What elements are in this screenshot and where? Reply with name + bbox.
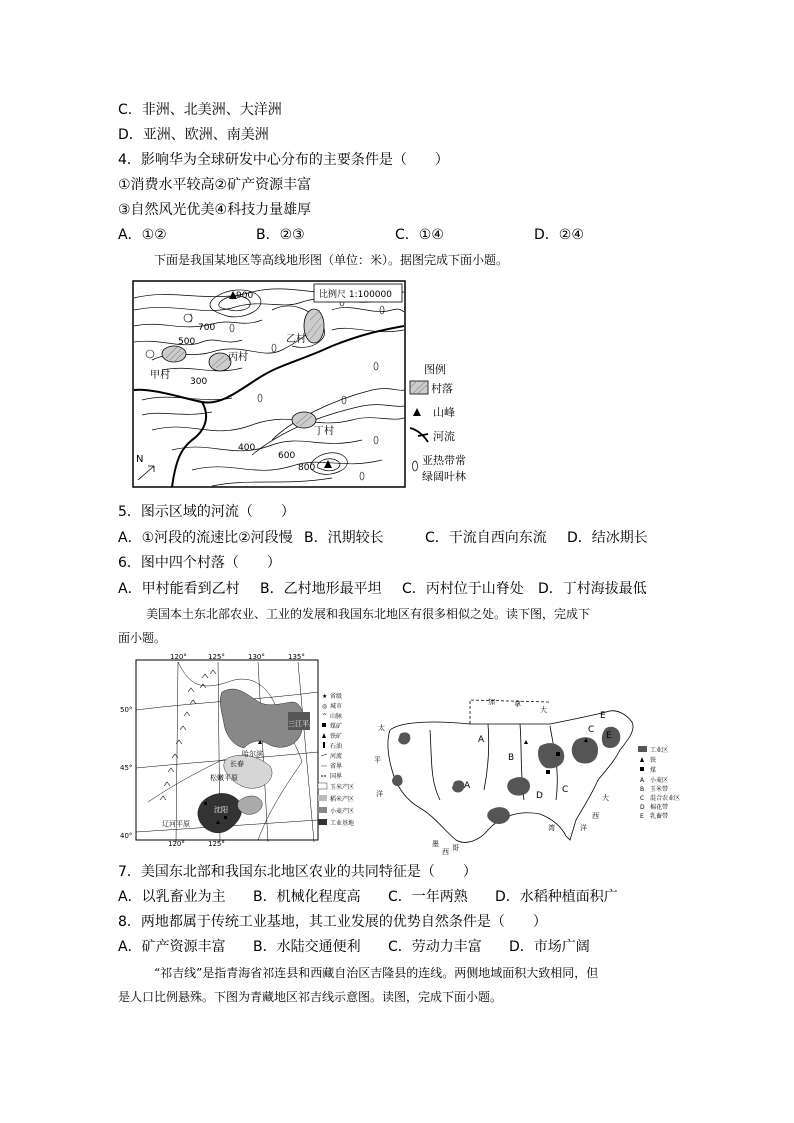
q4-option-b: B．②③: [256, 227, 305, 243]
legend-item: 山脉: [330, 713, 343, 720]
svg-text:E: E: [606, 731, 612, 741]
contour-label: 500: [178, 337, 196, 347]
q7-option-d: D．水稻种植面积广: [495, 889, 618, 905]
q5-option-a: A．①河段的流速比②河段慢: [118, 530, 293, 546]
legend-title: 图例: [424, 363, 446, 376]
q6-stem: 6．图中四个村落（ ）: [118, 555, 281, 571]
place-label: 三江平原: [288, 720, 316, 728]
svg-text:A: A: [478, 735, 485, 745]
map-label: 西: [592, 812, 599, 820]
legend-river: 河流: [433, 430, 455, 443]
q7-option-c: C．一年两熟: [388, 889, 468, 905]
village-label: 乙村: [286, 334, 306, 345]
legend-item: 玉米产区: [330, 784, 355, 791]
rice-swatch-icon: [318, 795, 327, 801]
legend-item: 铁: [650, 757, 657, 764]
legend-item: 省界: [330, 763, 343, 770]
q5-option-d: D．结冰期长: [567, 530, 648, 546]
legend-mountain-icon: ^: [322, 713, 328, 720]
oil-icon: [323, 742, 325, 748]
scale-label: 比例尺 1:100000: [319, 290, 392, 300]
lon-label: 135°: [288, 653, 305, 661]
q6-option-c: C．丙村位于山脊处: [402, 581, 524, 597]
legend-item: 煤矿: [330, 723, 343, 730]
map-label: 洋: [376, 790, 383, 798]
legend-item: 棉花带: [650, 804, 669, 811]
legend-letter: D: [640, 804, 645, 811]
industry-swatch-icon: [638, 746, 647, 752]
legend-peak: 山峰: [433, 406, 455, 419]
map-label: 洋: [580, 824, 587, 832]
legend-item: 乳畜带: [650, 813, 669, 820]
legend-item: 稻米产区: [330, 796, 355, 803]
village-label: 甲村: [150, 370, 170, 381]
q4-option-c: C．①④: [395, 227, 444, 243]
legend-item: 小麦区: [650, 777, 669, 784]
coal-icon: [322, 723, 326, 727]
intro-contour: 下面是我国某地区等高线地形图（单位：米）。据图完成下面小题。: [154, 253, 509, 267]
q6-option-a: A．甲村能看到乙村: [118, 581, 240, 597]
map-label: 湾: [548, 824, 555, 832]
iron-icon: [322, 733, 326, 738]
legend-item: 混合农业区: [650, 795, 681, 802]
peak-icon: [413, 408, 421, 416]
legend-item: 铁矿: [330, 733, 343, 740]
village-label: 丙村: [228, 352, 248, 363]
lon-label: 120°: [168, 840, 185, 848]
legend-item: 小麦产区: [330, 808, 355, 815]
wheat-swatch-icon: [318, 807, 327, 813]
lon-label: 130°: [248, 653, 265, 661]
legend-village: 村落: [431, 382, 453, 395]
q4-items-line1: ①消费水平较高②矿产资源丰富: [118, 177, 312, 193]
q4-option-a: A．①②: [118, 227, 167, 243]
map-label: 大: [540, 706, 547, 714]
contour-label: 600: [278, 451, 296, 461]
q4-stem: 4．影响华为全球研发中心分布的主要条件是（ ）: [118, 152, 449, 168]
q4-options: [118, 226, 584, 244]
svg-text:C: C: [588, 725, 595, 735]
legend-province-icon: ★: [322, 693, 328, 700]
legend-item: 石油: [330, 743, 343, 750]
iron-icon: [640, 757, 644, 762]
place-label: 辽河平原: [162, 820, 190, 828]
legend-item: 工业区: [650, 747, 669, 754]
place-label: 松嫩平原: [210, 774, 238, 782]
lat-label: 45°: [120, 764, 133, 772]
map-label: 平: [374, 756, 381, 764]
q8-option-a: A．矿产资源丰富: [118, 939, 226, 955]
map-label: 大: [602, 794, 609, 802]
intro-us-line2: 面小题。: [118, 631, 167, 645]
svg-text:B: B: [508, 753, 515, 763]
legend-letter: B: [640, 786, 645, 793]
north-label: N: [136, 454, 144, 465]
contour-label: 700: [198, 323, 216, 333]
legend-letter: C: [640, 795, 645, 802]
q3-option-d: D．亚洲、欧洲、南美洲: [118, 127, 269, 143]
contour-label: 400: [238, 443, 256, 453]
corn-swatch-icon: [318, 783, 327, 789]
map-label: 太: [378, 724, 385, 732]
river-icon: [321, 754, 327, 756]
contour-label: 900: [236, 291, 254, 301]
q8-stem: 8．两地都属于传统工业基地，其工业发展的优势自然条件是（ ）: [118, 914, 547, 930]
coal-icon: [640, 767, 644, 771]
q8-option-d: D．市场广阔: [509, 939, 590, 955]
lon-label: 125°: [208, 840, 225, 848]
q5-option-b: B．汛期较长: [304, 530, 384, 546]
svg-text:E: E: [600, 711, 606, 721]
intro-qiji-line1: “祁吉线”是指青海省祁连县和西藏自治区吉隆县的连线。两侧地域面积大致相同，但: [154, 966, 599, 980]
q7-option-b: B．机械化程度高: [253, 889, 361, 905]
industry-swatch-icon: [318, 819, 327, 825]
place-label: 沈阳: [214, 806, 228, 814]
q8-option-b: B．水陆交通便利: [253, 939, 361, 955]
q7-option-a: A．以乳畜业为主: [118, 889, 226, 905]
intro-us-line1: 美国本土东北部农业、工业的发展和我国东北地区有很多相似之处。读下图，完成下: [146, 607, 591, 621]
map-label: 拿: [514, 700, 521, 708]
legend-item: 河流: [330, 753, 343, 760]
q7-stem: 7．美国东北部和我国东北地区农业的共同特征是（ ）: [118, 864, 477, 880]
legend-item: 城市: [330, 703, 343, 710]
map-label: 加: [488, 698, 495, 706]
legend-item: 玉米带: [650, 786, 669, 793]
map-label: 墨: [432, 840, 439, 848]
intro-qiji-line2: 是人口比例悬殊。下图为青藏地区祁吉线示意图。读图，完成下面小题。: [118, 990, 503, 1004]
q7-options: [118, 888, 618, 906]
forest-icon: [413, 461, 418, 471]
legend-forest-2: 绿阔叶林: [422, 470, 466, 483]
lat-label: 50°: [120, 706, 133, 714]
svg-text:C: C: [562, 785, 569, 795]
lat-label: 40°: [120, 832, 133, 840]
q6-option-d: D．丁村海拔最低: [538, 581, 647, 597]
legend-item: 工业基地: [330, 820, 355, 827]
lon-label: 125°: [208, 653, 225, 661]
lon-label: 120°: [170, 653, 187, 661]
legend-letter: E: [640, 813, 644, 820]
map-label: 西: [442, 848, 449, 856]
q5-stem: 5．图示区域的河流（ ）: [118, 504, 295, 520]
q8-options: [118, 938, 590, 956]
legend-item: 省级: [330, 693, 343, 700]
legend-city-icon: ◎: [322, 703, 328, 710]
map-label: 哥: [452, 844, 459, 852]
legend-item: 国界: [330, 773, 343, 780]
place-label: 哈尔滨: [242, 750, 263, 758]
legend-item: 煤: [650, 767, 657, 774]
us-map: [370, 690, 681, 858]
contour-label: 300: [190, 377, 208, 387]
q3-option-c: C．非洲、北美洲、大洋洲: [118, 102, 282, 118]
q8-option-c: C．劳动力丰富: [388, 939, 482, 955]
q5-options: [118, 529, 648, 547]
village-label: 丁村: [314, 426, 334, 437]
svg-text:D: D: [536, 791, 543, 801]
q6-options: [118, 580, 647, 598]
q4-option-d: D．②④: [534, 227, 584, 243]
svg-text:A: A: [464, 781, 471, 791]
northeast-china-map: [118, 652, 364, 848]
contour-map: [132, 280, 478, 490]
q4-items-line2: ③自然风光优美④科技力量雄厚: [118, 202, 312, 218]
legend-forest-1: 亚热带常: [422, 454, 466, 467]
legend-letter: A: [640, 777, 645, 784]
contour-label: 800: [298, 463, 316, 473]
place-label: 长春: [230, 760, 244, 768]
q5-option-c: C．干流自西向东流: [425, 530, 547, 546]
river-icon: [410, 428, 428, 442]
q6-option-b: B．乙村地形最平坦: [260, 581, 382, 597]
